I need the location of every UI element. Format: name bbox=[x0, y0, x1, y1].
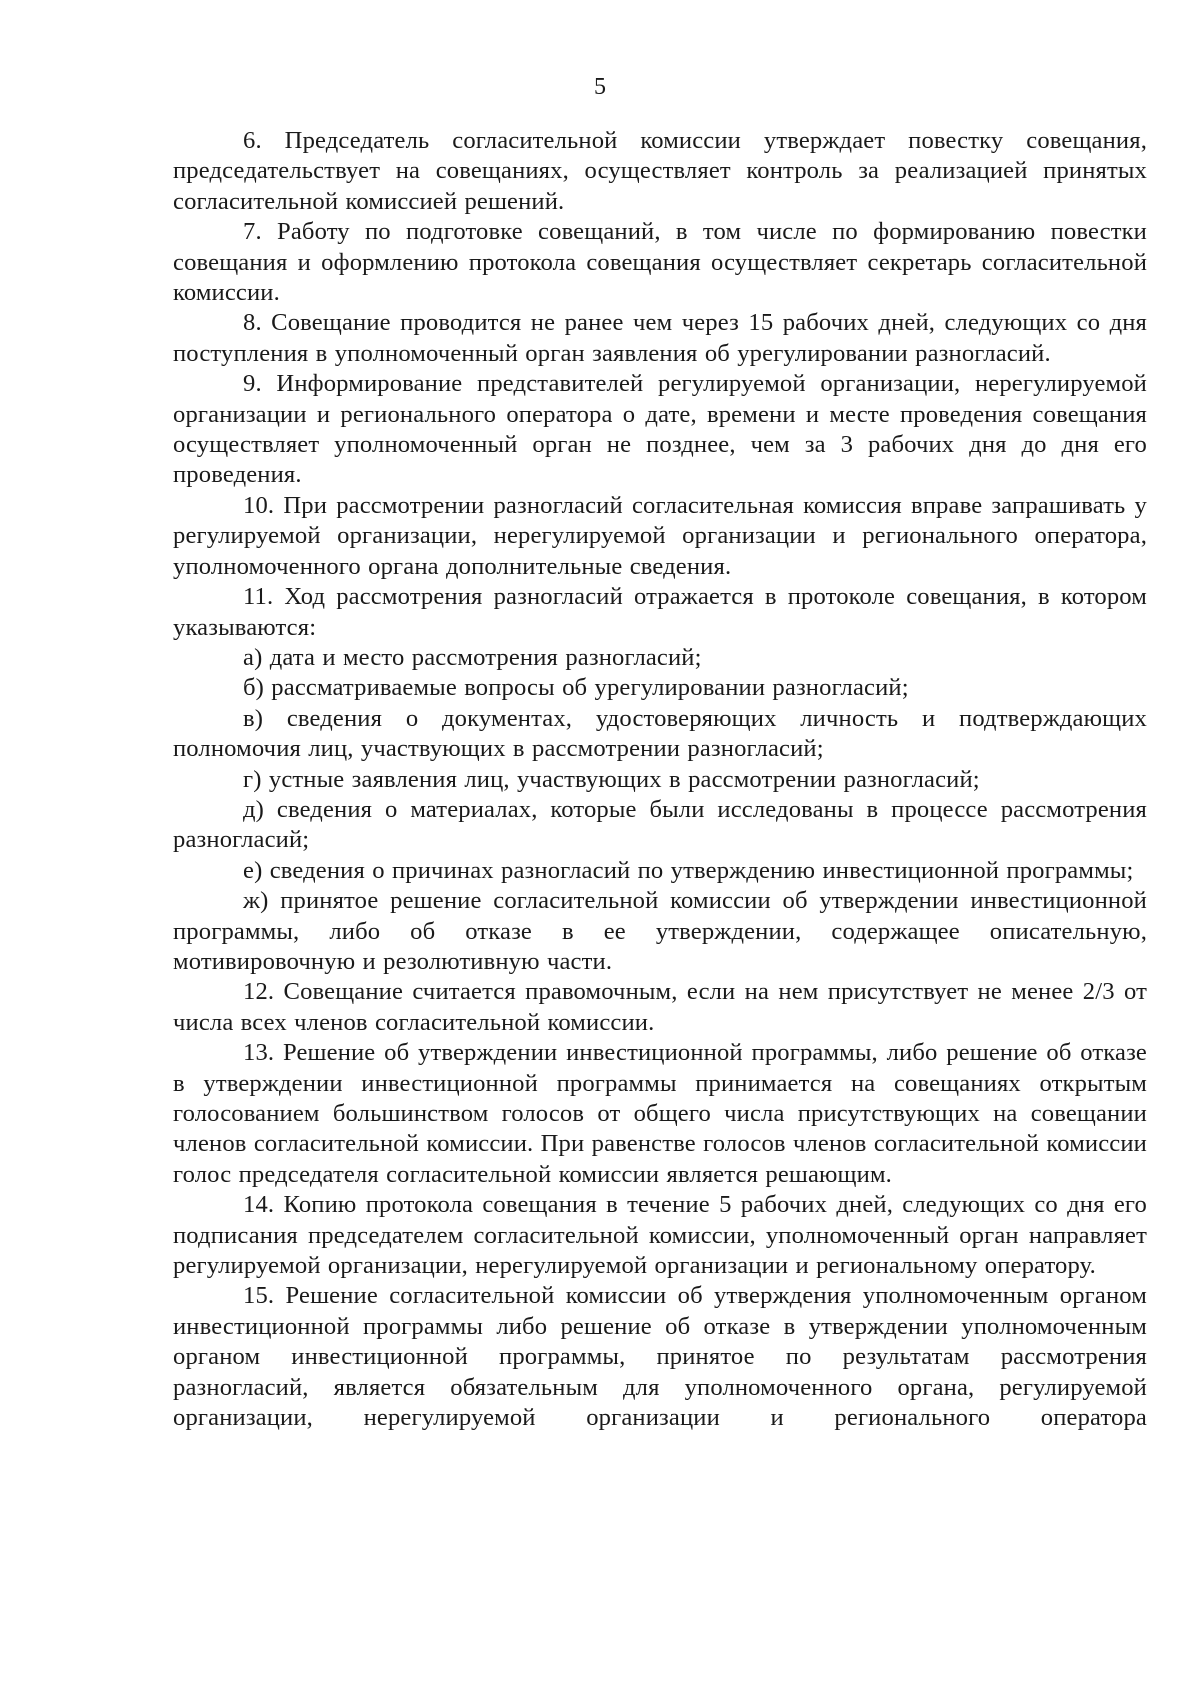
paragraph-7: 7. Работу по подготовке совещаний, в том числе по формированию повестки совещания и оформлению протокола совещания осуществляет секретарь согласительной комиссии. bbox=[173, 218, 1147, 307]
paragraph-14: 14. Копию протокола совещания в течение 5 рабочих дней, следующих со дня его подписания председателем согласительной комиссии, уполномоченный орган направляет регулируемой организации, нерегулируемой организации и региональному оператору. bbox=[173, 1191, 1147, 1280]
paragraph-10: 10. При рассмотрении разногласий согласительная комиссия вправе запрашивать у регулируемой организации, нерегулируемой организации и регионального оператора, уполномоченного органа дополнительные сведения. bbox=[173, 491, 1147, 580]
list-item-v: в) сведения о документах, удостоверяющих личность и подтверждающих полномочия лиц, участвующих в рассмотрении разногласий; bbox=[173, 704, 1147, 763]
list-item-g: г) устные заявления лиц, участвующих в рассмотрении разногласий; bbox=[243, 765, 980, 793]
paragraph-6: 6. Председатель согласительной комиссии утверждает повестку совещания, председательствует на совещаниях, осуществляет контроль за реализацией принятых согласительной комиссией решений. bbox=[173, 127, 1147, 215]
paragraph-8: 8. Совещание проводится не ранее чем через 15 рабочих дней, следующих со дня поступления в уполномоченный орган заявления об урегулировании разногласий. bbox=[173, 309, 1147, 367]
paragraph-13: 13. Решение об утверждении инвестиционной программы, либо решение об отказе в утверждении инвестиционной программы принимается на совещаниях открытым голосованием большинством голосов от общего числа присутствующих на совещании членов согласительной комиссии. При равенстве голосов членов согласительной комиссии голос председателя согласительной комиссии является решающим. bbox=[173, 1039, 1147, 1188]
paragraph-15: 15. Решение согласительной комиссии об утверждения уполномоченным органом инвестиционной программы либо решение об отказе в утверждении уполномоченным органом инвестиционной программы, принятое по результатам рассмотрения разногласий, является обязательным для уполномоченного органа, регулируемой организации, нерегулируемой организации и регионального оператора bbox=[173, 1282, 1147, 1432]
paragraph-11: 11. Ход рассмотрения разногласий отражается в протоколе совещания, в котором указываются: bbox=[173, 583, 1147, 641]
list-item-b: б) рассматриваемые вопросы об урегулировании разногласий; bbox=[243, 674, 909, 702]
list-item-zh: ж) принятое решение согласительной комиссии об утверждении инвестиционной программы, либо об отказе в ее утверждении, содержащее описательную, мотивировочную и резолютивную части. bbox=[173, 887, 1147, 975]
list-item-a: а) дата и место рассмотрения разногласий; bbox=[243, 643, 702, 671]
document-body bbox=[173, 126, 1147, 1433]
paragraph-12: 12. Совещание считается правомочным, если на нем присутствует не менее 2/3 от числа всех членов согласительной комиссии. bbox=[173, 978, 1147, 1036]
page-number: 5 bbox=[594, 74, 606, 100]
paragraph-9: 9. Информирование представителей регулируемой организации, нерегулируемой организации и регионального оператора о дате, времени и месте проведения совещания осуществляет уполномоченный орган не позднее, чем за 3 рабочих дня до дня его проведения. bbox=[173, 370, 1147, 489]
list-item-d: д) сведения о материалах, которые были исследованы в процессе рассмотрения разногласий; bbox=[173, 795, 1147, 854]
list-item-e: е) сведения о причинах разногласий по утверждению инвестиционной программы; bbox=[243, 856, 1134, 884]
